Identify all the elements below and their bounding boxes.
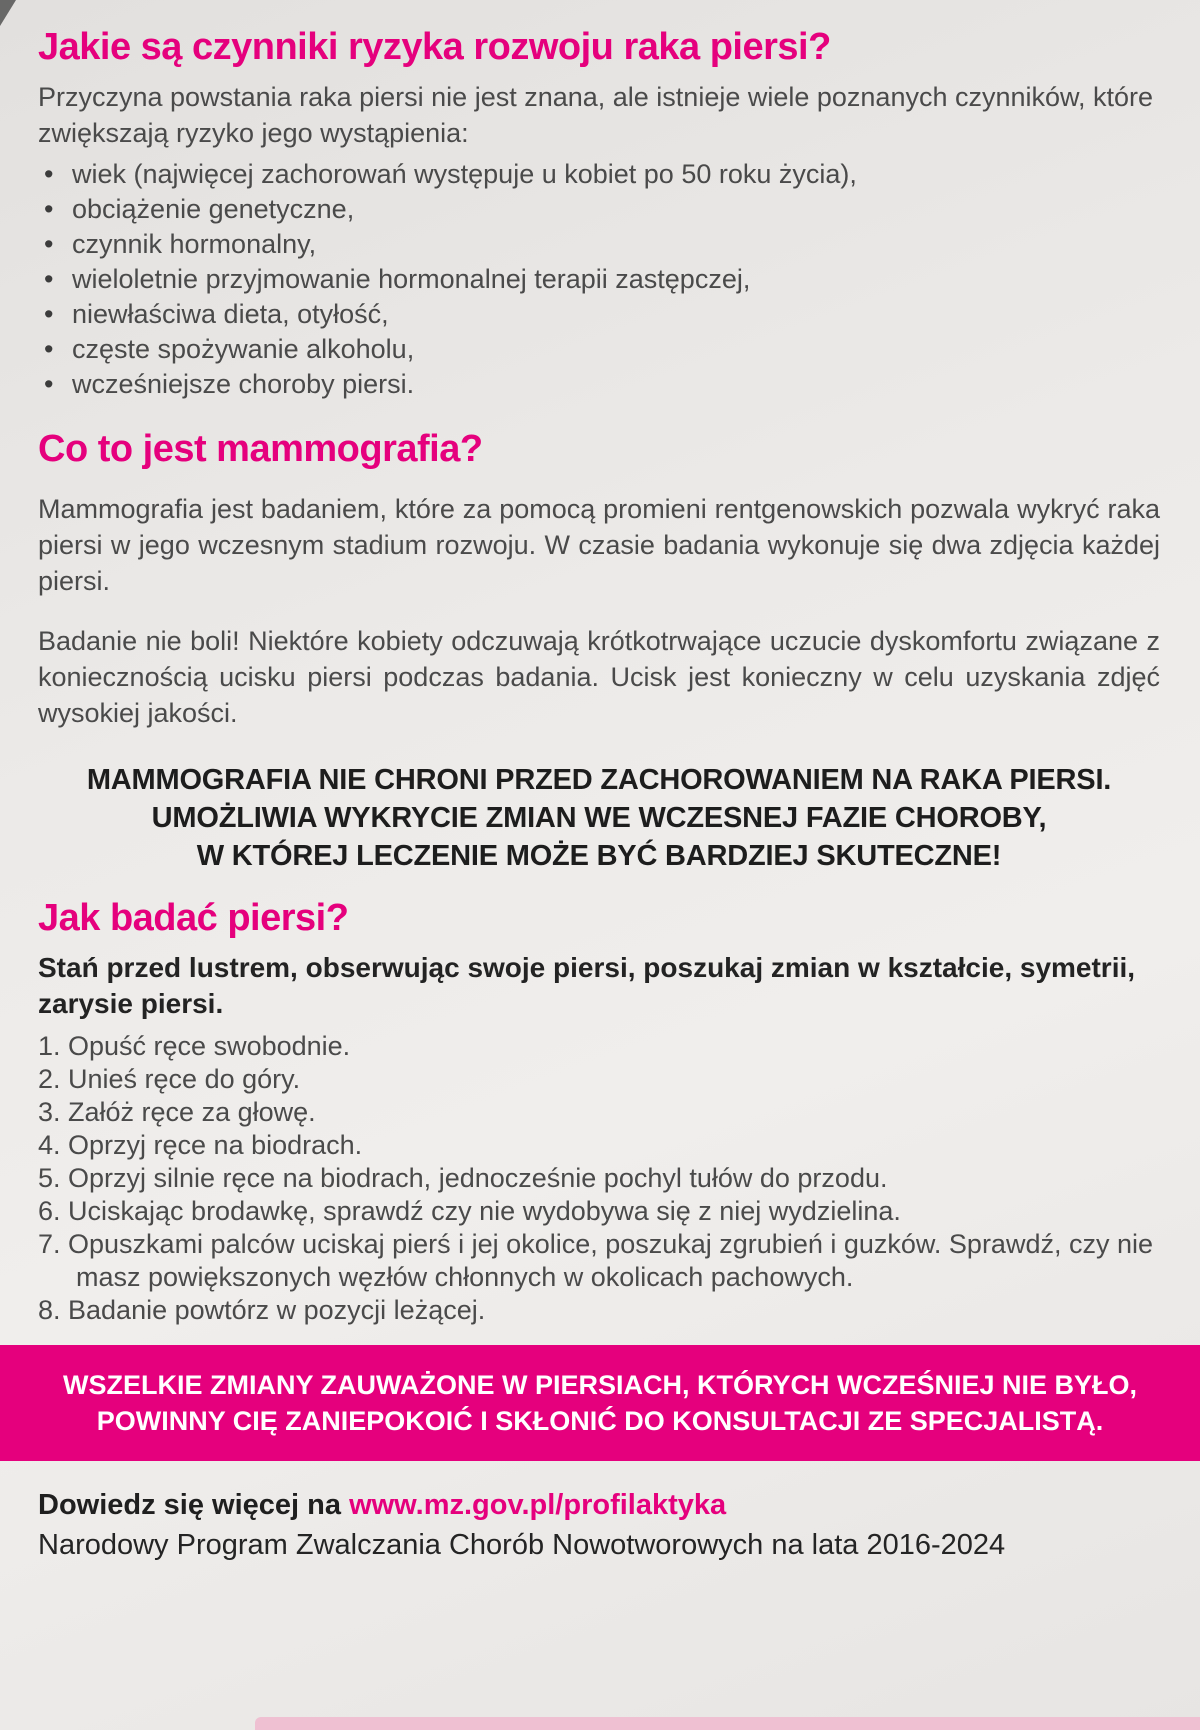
- self-exam-lead: Stań przed lustrem, obserwując swoje piersi, poszukaj zmian w kształcie, symetrii, zarysie piersi.: [38, 952, 1136, 1019]
- more-info-line: [38, 1485, 1160, 1525]
- list-item: [38, 297, 1160, 332]
- section-risk-factors: [38, 26, 1160, 402]
- bullet-icon: •: [44, 229, 54, 259]
- bullet-icon: •: [44, 334, 54, 364]
- step-item: 5. Oprzyj silnie ręce na biodrach, jednocześnie pochyl tułów do przodu.: [38, 1163, 888, 1193]
- mammography-section-title: Co to jest mammografia?: [38, 428, 483, 470]
- step-item: 2. Unieś ręce do góry.: [38, 1064, 301, 1094]
- warning-banner-line: WSZELKIE ZMIANY ZAUWAŻONE W PIERSIACH, KTÓRYCH WCZEŚNIEJ NIE BYŁO,: [62, 1370, 1138, 1400]
- spacer: [38, 481, 1160, 491]
- bullet-text: wiek (najwięcej zachorowań występuje u kobiet po 50 roku życia),: [72, 159, 857, 189]
- more-info-prefix: Dowiedz się więcej na: [38, 1489, 350, 1521]
- bullet-text: obciążenie genetyczne,: [72, 194, 355, 224]
- list-item: [38, 192, 1160, 227]
- step-item: 8. Badanie powtórz w pozycji leżącej.: [38, 1295, 486, 1325]
- bullet-icon: •: [44, 264, 54, 294]
- mammography-paragraph-1: Mammografia jest badaniem, które za pomocą promieni rentgenowskich pozwala wykryć raka piersi w jego wczesnym stadium rozwoju. W czasie badania wykonuje się dwa zdjęcia każdej piersi.: [38, 494, 1160, 596]
- step-item: 3. Załóż ręce za głowę.: [38, 1097, 316, 1127]
- callout-line: UMOŻLIWIA WYKRYCIE ZMIAN WE WCZESNEJ FAZIE CHOROBY,: [151, 802, 1047, 834]
- scan-corner-artifact: [0, 0, 16, 26]
- risk-section-title: Jakie są czynniki ryzyka rozwoju raka piersi?: [38, 26, 831, 68]
- step-item: 7. Opuszkami palców uciskaj pierś i jej okolice, poszukaj zgrubień i guzków. Sprawdź, czy nie masz powiększonych węzłów chłonnych w okolicach pachowych.: [38, 1229, 1154, 1292]
- spacer: [38, 879, 1160, 897]
- mammography-paragraph-2: Badanie nie boli! Niektóre kobiety odczuwają krótkotrwające uczucie dyskomfortu związane z koniecznością ucisku piersi podczas badania. Ucisk jest konieczny w celu uzyskania zdjęć wysokiej jakości.: [38, 626, 1160, 728]
- bullet-text: częste spożywanie alkoholu,: [72, 334, 415, 364]
- bullet-icon: •: [44, 194, 54, 224]
- self-exam-section-title: Jak badać piersi?: [38, 897, 349, 939]
- risk-bullet-list: [38, 157, 1160, 402]
- bullet-text: wieloletnie przyjmowanie hormonalnej terapii zastępczej,: [72, 264, 751, 294]
- risk-section-intro: Przyczyna powstania raka piersi nie jest znana, ale istnieje wiele poznanych czynników, które zwiększają ryzyko jego wystąpienia:: [38, 82, 1154, 148]
- bullet-text: czynnik hormonalny,: [72, 229, 317, 259]
- list-item: [38, 157, 1160, 192]
- step-item: 4. Oprzyj ręce na biodrach.: [38, 1130, 363, 1160]
- spacer: [38, 402, 1160, 428]
- list-item: [38, 227, 1160, 262]
- mammography-callout: [38, 761, 1160, 875]
- bullet-icon: •: [44, 159, 54, 189]
- self-exam-step-list: [38, 1030, 1160, 1327]
- list-item: [38, 367, 1160, 402]
- bullet-text: wcześniejsze choroby piersi.: [72, 369, 415, 399]
- list-item: [38, 262, 1160, 297]
- warning-banner: [0, 1345, 1200, 1461]
- bullet-text: niewłaściwa dieta, otyłość,: [72, 299, 389, 329]
- callout-line: MAMMOGRAFIA NIE CHRONI PRZED ZACHOROWANIEM NA RAKA PIERSI.: [86, 764, 1112, 796]
- step-item: 1. Opuść ręce swobodnie.: [38, 1031, 351, 1061]
- list-item: [38, 332, 1160, 367]
- bullet-icon: •: [44, 299, 54, 329]
- step-item: 6. Uciskając brodawkę, sprawdź czy nie wydobywa się z niej wydzielina.: [38, 1196, 901, 1226]
- bottom-pink-strip: [255, 1717, 1200, 1730]
- bullet-icon: •: [44, 369, 54, 399]
- spacer: [38, 605, 1160, 623]
- callout-line: W KTÓREJ LECZENIE MOŻE BYĆ BARDZIEJ SKUTECZNE!: [196, 840, 1002, 872]
- more-info-url: www.mz.gov.pl/profilaktyka: [349, 1489, 727, 1521]
- section-self-exam: [38, 897, 1160, 1327]
- section-mammography: [38, 428, 1160, 731]
- warning-banner-line: POWINNY CIĘ ZANIEPOKOIĆ I SKŁONIĆ DO KONSULTACJI ZE SPECJALISTĄ.: [96, 1406, 1104, 1436]
- leaflet-footer: [0, 1461, 1200, 1565]
- program-line: Narodowy Program Zwalczania Chorób Nowotworowych na lata 2016-2024: [38, 1529, 1006, 1561]
